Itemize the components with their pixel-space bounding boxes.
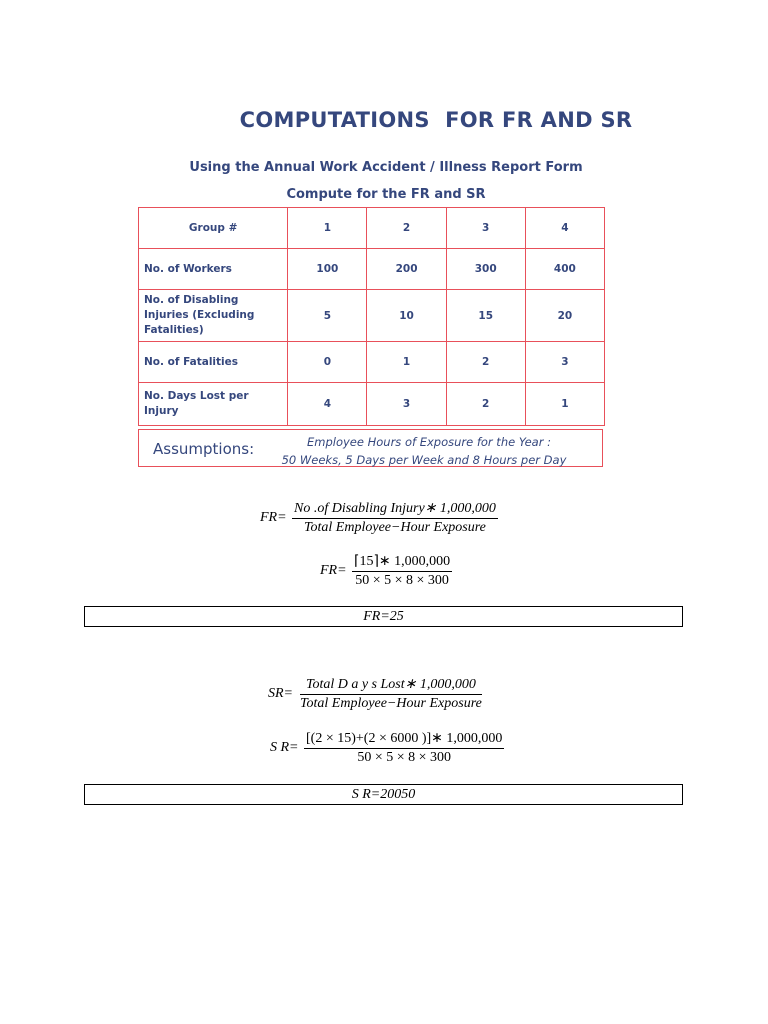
assumptions-box	[138, 429, 603, 467]
table-header-cell: 1	[288, 208, 367, 249]
sr-computation	[270, 730, 510, 770]
fr-computation-numerator: ⌈15⌉∗ 1,000,000	[352, 553, 452, 572]
sr-formula-fraction	[300, 676, 482, 712]
assumptions-line-1: Employee Hours of Exposure for the Year :	[307, 435, 551, 449]
table-cell: 200	[367, 249, 446, 290]
row-label: No. of Fatalities	[139, 342, 288, 383]
table-cell: 1	[525, 383, 604, 426]
sr-computation-fraction	[304, 730, 504, 766]
table-cell: 5	[288, 290, 367, 342]
table-header-row	[139, 208, 605, 249]
table-header-cell: 4	[525, 208, 604, 249]
table-cell: 3	[367, 383, 446, 426]
sr-formula-denominator: Total Employee−Hour Exposure	[300, 696, 482, 711]
table-cell: 100	[288, 249, 367, 290]
table-cell: 15	[446, 290, 525, 342]
table-header-cell: Group #	[139, 208, 288, 249]
table-cell: 300	[446, 249, 525, 290]
table-cell: 3	[525, 342, 604, 383]
assumptions-label: Assumptions:	[153, 440, 255, 458]
sr-result-box	[84, 784, 683, 805]
page-title: COMPUTATIONS FOR FR AND SR	[239, 108, 633, 132]
row-label: No. of Workers	[139, 249, 288, 290]
row-label: No. Days Lost per Injury	[139, 383, 288, 426]
table-row	[139, 290, 605, 342]
fr-computation-fraction	[352, 553, 452, 589]
assumptions-line-2: 50 Weeks, 5 Days per Week and 8 Hours per Day	[281, 453, 567, 467]
table-header-cell: 3	[446, 208, 525, 249]
fr-result-box	[84, 606, 683, 627]
table-cell: 0	[288, 342, 367, 383]
table-row	[139, 249, 605, 290]
table-cell: 10	[367, 290, 446, 342]
row-label: No. of Disabling Injuries (Excluding Fatalities)	[139, 290, 288, 342]
fr-computation-denominator: 50 × 5 × 8 × 300	[355, 573, 449, 588]
fr-formula-fraction	[292, 500, 498, 536]
sr-formula	[268, 676, 528, 716]
table-cell: 20	[525, 290, 604, 342]
sr-formula-lhs: SR=	[268, 686, 293, 701]
sr-formula-numerator: Total D a y s Lost∗ 1,000,000	[300, 676, 482, 695]
subtitle-compute: Compute for the FR and SR	[286, 187, 486, 202]
table-cell: 2	[446, 383, 525, 426]
subtitle-report-form: Using the Annual Work Accident / Illness Report Form	[189, 160, 583, 175]
fr-formula-lhs: FR=	[260, 510, 287, 525]
sr-computation-numerator: [(2 × 15)+(2 × 6000 )]∗ 1,000,000	[304, 730, 504, 749]
fr-computation-lhs: FR=	[320, 563, 347, 578]
fr-formula-denominator: Total Employee−Hour Exposure	[304, 520, 486, 535]
fr-computation	[320, 553, 480, 593]
fr-formula-numerator: No .of Disabling Injury∗ 1,000,000	[292, 500, 498, 519]
fr-result: FR=25	[363, 609, 404, 624]
table-cell: 4	[288, 383, 367, 426]
table-cell: 400	[525, 249, 604, 290]
fr-formula	[260, 500, 520, 540]
table-cell: 1	[367, 342, 446, 383]
sr-computation-lhs: S R=	[270, 740, 299, 755]
table-row	[139, 342, 605, 383]
accident-data-table	[138, 207, 605, 426]
table-cell: 2	[446, 342, 525, 383]
sr-computation-denominator: 50 × 5 × 8 × 300	[357, 750, 452, 765]
table-row	[139, 383, 605, 426]
table-header-cell: 2	[367, 208, 446, 249]
sr-result: S R=20050	[351, 787, 416, 802]
